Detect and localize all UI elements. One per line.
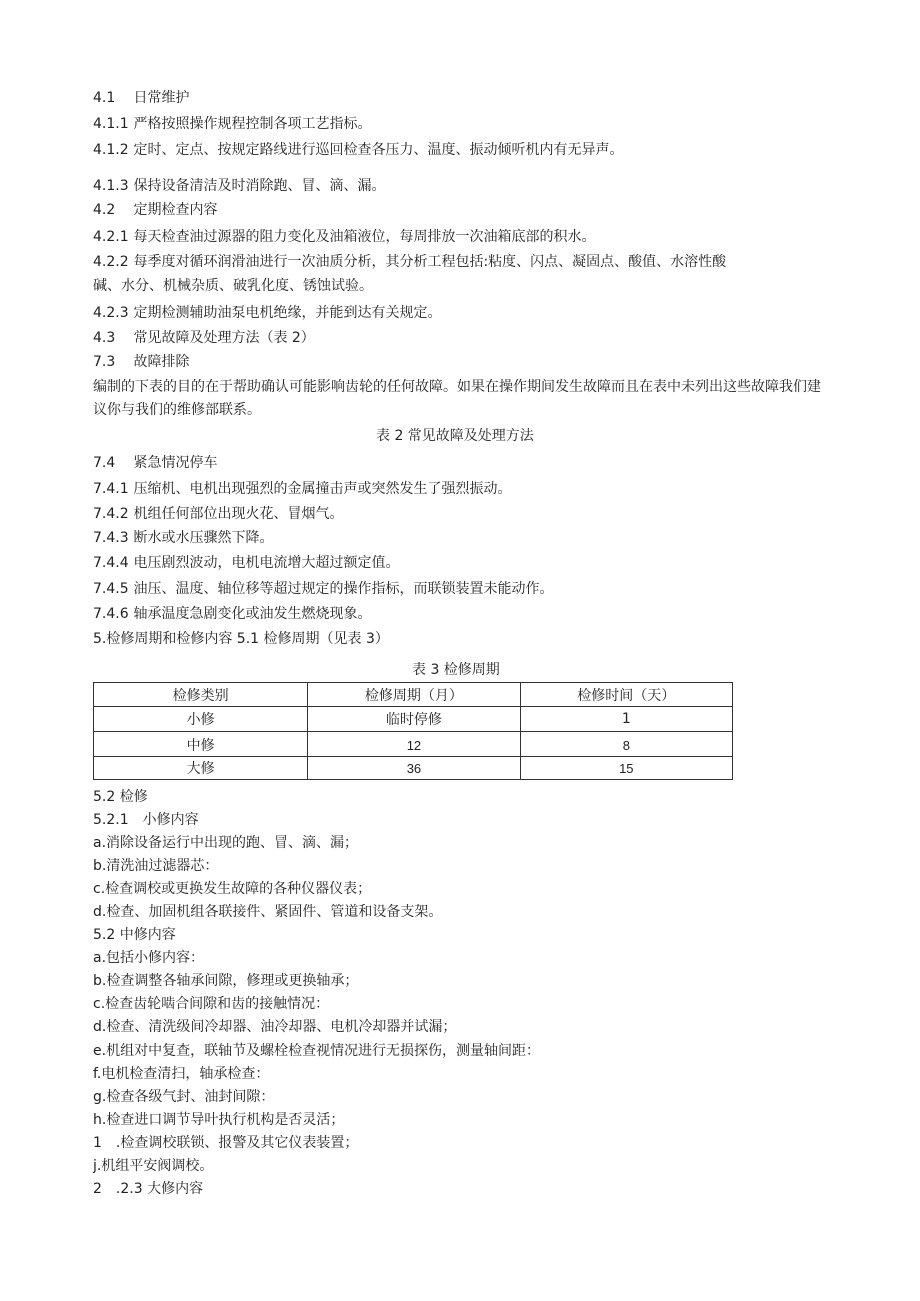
list-item: e.机组对中复查，联轴节及螺栓检查视情况进行无损探伤，测量轴间距：	[93, 1043, 541, 1059]
section-5-heading: 5.检修周期和检修内容 5.1 检修周期（见表 3）	[93, 631, 389, 647]
table-row	[94, 732, 733, 757]
item-4-1-3: 4.1.3 保持设备清洁及时消除跑、冒、滴、漏。	[93, 178, 386, 194]
item-4-1: 4.1 日常维护	[93, 90, 190, 106]
item-7-4-5: 7.4.5 油压、温度、轴位移等超过规定的操作指标，而联锁装置未能动作。	[93, 581, 554, 597]
list-item: h.检查进口调节导叶执行机构是否灵活；	[93, 1112, 345, 1128]
line-2-2-3: 2 .2.3 大修内容	[93, 1181, 204, 1197]
table-cell: 8	[520, 732, 732, 757]
item-4-2-3: 4.2.3 定期检测辅助油泵电机绝缘，并能到达有关规定。	[93, 305, 442, 321]
table-cell: 中修	[94, 732, 308, 757]
list-item: c.检查调校或更换发生故障的各种仪器仪表；	[93, 881, 372, 897]
table-cell: 大修	[94, 757, 308, 780]
item-4-1-2: 4.1.2 定时、定点、按规定路线进行巡回检查各压力、温度、振动倾听机内有无异声。	[93, 142, 624, 158]
list-item: f.电机检查清扫，轴承检查：	[93, 1066, 270, 1082]
table-header-cell: 检修周期（月）	[308, 683, 520, 707]
item-7-4-2: 7.4.2 机组任何部位出现火花、冒烟气。	[93, 506, 344, 522]
item-4-2-2: 4.2.2 每季度对循环润滑油进行一次油质分析，其分析工程包括:粘度、闪点、凝固点、酸值、水溶性酸	[93, 254, 727, 270]
table-cell: 12	[308, 732, 520, 757]
list-item: g.检查各级气封、油封间隙：	[93, 1089, 275, 1105]
list-item: d.检查、加固机组各联接件、紧固件、管道和设备支架。	[93, 904, 443, 920]
table-cell: 1	[520, 707, 732, 732]
item-4-2-2-cont: 碱、水分、机械杂质、破乳化度、锈蚀试验。	[93, 278, 373, 294]
intro-paragraph: 编制的下表的目的在于帮助确认可能影响齿轮的任何故障。如果在操作期间发生故障而且在表中未列出这些故障我们建议你与我们的维修部联系。	[93, 379, 821, 418]
item-4-2: 4.2 定期检查内容	[93, 202, 218, 218]
item-4-3: 4.3 常见故障及处理方法（表 2）	[93, 330, 315, 346]
list-item: a.包括小修内容：	[93, 950, 205, 966]
list-item: 1 .检查调校联锁、报警及其它仪表装置；	[93, 1135, 359, 1151]
table-cell: 15	[520, 757, 732, 780]
table-cell: 小修	[94, 707, 308, 732]
item-7-4: 7.4 紧急情况停车	[93, 455, 218, 471]
table-row	[94, 707, 733, 732]
list-item: c.检查齿轮啮合间隙和齿的接触情况：	[93, 996, 330, 1012]
list-item: b.检查调整各轴承间隙，修理或更换轴承；	[93, 973, 359, 989]
item-7-3: 7.3 故障排除	[93, 354, 190, 370]
item-7-4-4: 7.4.4 电压剧烈波动，电机电流增大超过额定值。	[93, 555, 400, 571]
line-5-2-1: 5.2.1 小修内容	[93, 812, 199, 828]
table-cell: 36	[308, 757, 520, 780]
table2-caption: 表 2 常见故障及处理方法	[376, 428, 534, 444]
item-7-4-1: 7.4.1 压缩机、电机出现强烈的金属撞击声或突然发生了强烈振动。	[93, 481, 512, 497]
list-item: a.消除设备运行中出现的跑、冒、滴、漏；	[93, 835, 359, 851]
item-7-4-6: 7.4.6 轴承温度急剧变化或油发生燃烧现象。	[93, 606, 372, 622]
table-header-cell: 检修时间（天）	[520, 683, 732, 707]
table-cell: 临时停修	[308, 707, 520, 732]
item-4-1-1: 4.1.1 严格按照操作规程控制各项工艺指标。	[93, 116, 372, 132]
line-5-2-mid: 5.2 中修内容	[93, 927, 176, 943]
line-5-2: 5.2 检修	[93, 789, 148, 805]
table-header-row	[94, 683, 733, 707]
item-7-4-3: 7.4.3 断水或水压骤然下降。	[93, 530, 274, 546]
list-item: d.检查、清洗级间冷却器、油冷却器、电机冷却器并试漏；	[93, 1019, 457, 1035]
maintenance-cycle-table	[93, 682, 733, 780]
table3-caption: 表 3 检修周期	[412, 662, 500, 678]
list-item: j.机组平安阀调校。	[93, 1158, 214, 1174]
item-4-2-1: 4.2.1 每天检查油过源器的阻力变化及油箱液位，每周排放一次油箱底部的积水。	[93, 229, 596, 245]
list-item: b.清洗油过滤器芯：	[93, 858, 219, 874]
table-row	[94, 757, 733, 780]
table-header-cell: 检修类别	[94, 683, 308, 707]
